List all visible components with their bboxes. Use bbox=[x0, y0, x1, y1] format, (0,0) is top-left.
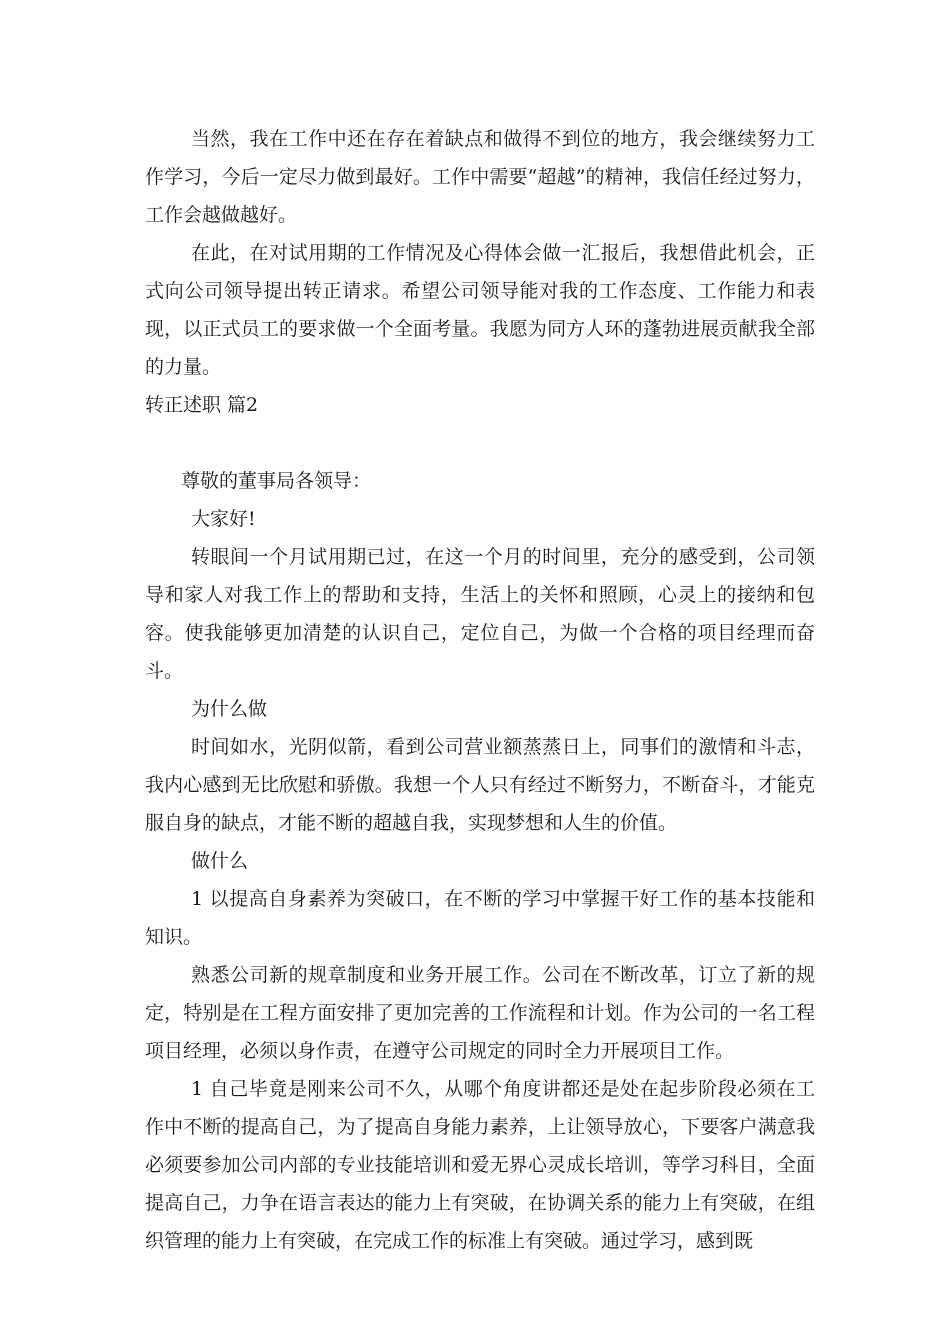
paragraph-request: 在此，在对试用期的工作情况及心得体会做一汇报后，我想借此机会，正式向公司领导提出转正请求。希望公司领导能对我的工作态度、工作能力和表现，以正式员工的要求做一个全面考量。我愿为同方人环的蓬勃进展贡献我全部的力量。 bbox=[145, 242, 815, 378]
paragraph-item-2: 1 自己毕竟是刚来公司不久，从哪个角度讲都还是处在起步阶段必须在工作中不断的提高自己，为了提高自身能力素养，上让领导放心，下要客户满意我必须要参加公司内部的专业技能培训和爱无界心灵成长培训，等学习科目，全面提高自己，力争在语言表达的能力上有突破，在协调关系的能力上有突破，在组织管理的能力上有突破，在完成工作的标准上有突破。通过学习，感到既 bbox=[145, 1078, 815, 1252]
paragraph-item-1: 1 以提高自身素养为突破口，在不断的学习中掌握干好工作的基本技能和知识。 bbox=[145, 888, 815, 948]
paragraph-item-1-detail: 熟悉公司新的规章制度和业务开展工作。公司在不断改革，订立了新的规定，特别是在工程方面安排了更加完善的工作流程和计划。作为公司的一名工程项目经理，必须以身作责，在遵守公司规定的同时全力开展项目工作。 bbox=[145, 964, 815, 1062]
section-title: 转正述职 篇2 bbox=[145, 394, 259, 416]
paragraph-why: 时间如水，光阴似箭，看到公司营业额蒸蒸日上，同事们的激情和斗志，我内心感到无比欣慰和骄傲。我想一个人只有经过不断努力，不断奋斗，才能克服自身的缺点，才能不断的超越自我，实现梦想和人生的价值。 bbox=[145, 736, 815, 834]
paragraph-shortcomings: 当然，我在工作中还在存在着缺点和做得不到位的地方，我会继续努力工作学习，今后一定尽力做到最好。工作中需要“超越”的精神，我信任经过努力，工作会越做越好。 bbox=[145, 128, 815, 226]
paragraph-intro: 转眼间一个月试用期已过，在这一个月的时间里，充分的感受到，公司领导和家人对我工作上的帮助和支持，生活上的关怀和照顾，心灵上的接纳和包容。使我能够更加清楚的认识自己，定位自己，为做一个合格的项目经理而奋斗。 bbox=[145, 546, 815, 682]
heading-what: 做什么 bbox=[191, 850, 249, 872]
salutation: 尊敬的董事局各领导： bbox=[181, 470, 372, 492]
blank-line bbox=[145, 424, 815, 462]
heading-why: 为什么做 bbox=[191, 698, 268, 720]
greeting: 大家好! bbox=[191, 508, 256, 530]
document-body bbox=[145, 120, 815, 1260]
